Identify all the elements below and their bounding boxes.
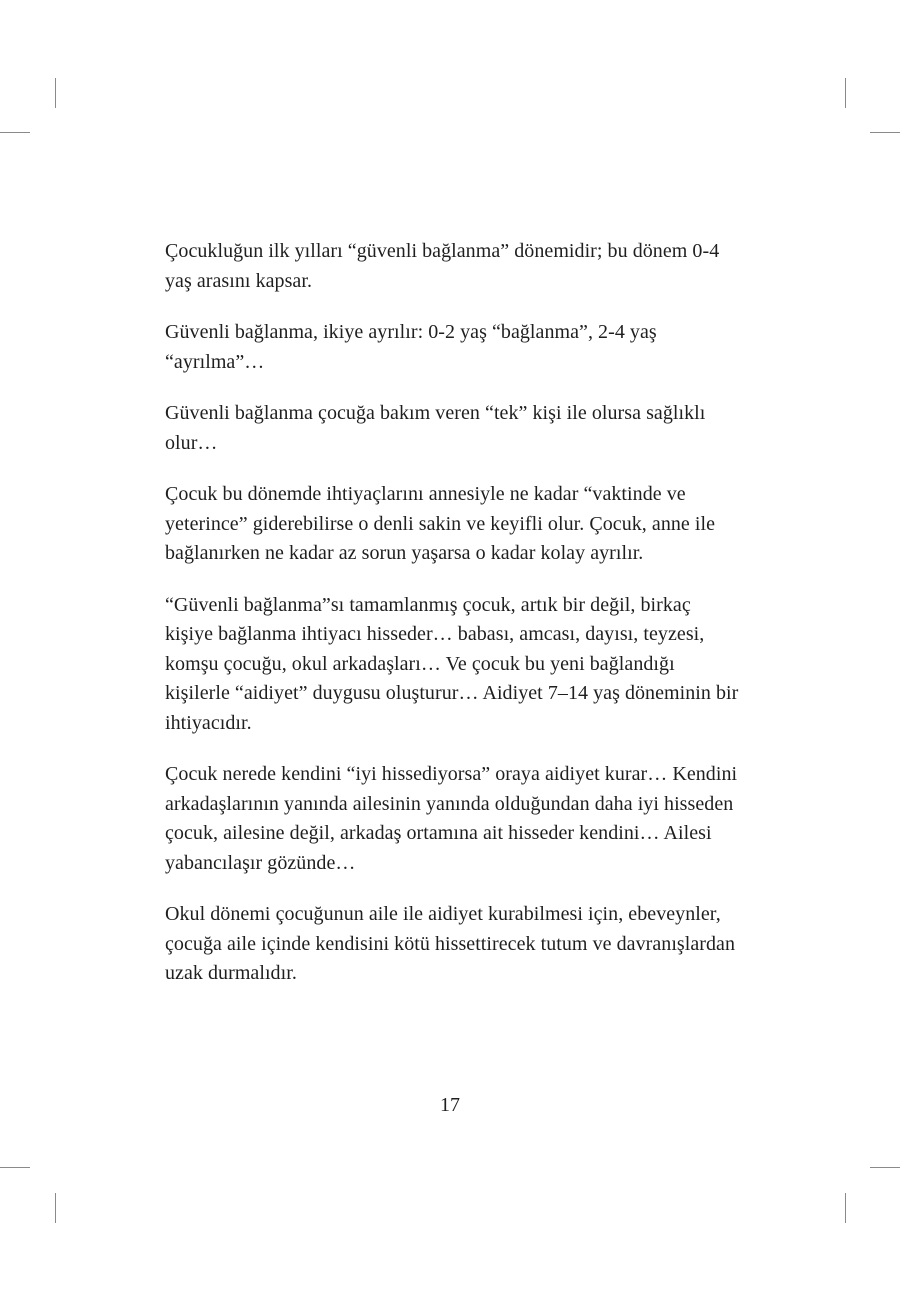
crop-mark-bottom-left-vertical (55, 1193, 56, 1223)
paragraph: Çocuk bu dönemde ihtiyaçlarını annesiyle ne kadar “vaktinde ve yeterince” giderebilirse o denli sakin ve keyifli olur. Çocuk, anne ile bağlanırken ne kadar az sorun yaşarsa o kadar kolay ayrılır. (165, 483, 716, 564)
paragraph: Güvenli bağlanma, ikiye ayrılır: 0-2 yaş “bağlanma”, 2-4 yaş “ayrılma”… (165, 321, 657, 373)
paragraph: Güvenli bağlanma çocuğa bakım veren “tek” kişi ile olursa sağlıklı olur… (165, 402, 706, 454)
paragraph: “Güvenli bağlanma”sı tamamlanmış çocuk, artık bir değil, birkaç kişiye bağlanma ihtiyacı hisseder… babası, amcası, dayısı, teyzesi, komşu çocuğu, okul arkadaşları… Ve çocuk bu yeni bağlandığı kişilerle “aidiyet” duygusu oluşturur… Aidiyet 7–14 yaş döneminin bir ihtiyacıdır. (165, 593, 739, 734)
crop-mark-bottom-right-vertical (845, 1193, 846, 1223)
page-number: 17 (440, 1094, 460, 1116)
paragraph: Çocukluğun ilk yılları “güvenli bağlanma” dönemidir; bu dönem 0-4 yaş arasını kapsar. (165, 240, 720, 292)
crop-mark-top-right-horizontal (870, 132, 900, 133)
crop-mark-top-left-horizontal (0, 132, 30, 133)
crop-mark-bottom-left-horizontal (0, 1167, 30, 1168)
crop-mark-bottom-right-horizontal (870, 1167, 900, 1168)
paragraph: Çocuk nerede kendini “iyi hissediyorsa” oraya aidiyet kurar… Kendini arkadaşlarının yanında ailesinin yanında olduğundan daha iyi hisseden çocuk, ailesine değil, arkadaş ortamına ait hisseder kendini… Ailesi yabancılaşır gözünde… (165, 763, 738, 874)
crop-mark-top-right-vertical (845, 78, 846, 108)
crop-mark-top-left-vertical (55, 78, 56, 108)
body-text (165, 237, 740, 1011)
paragraph: Okul dönemi çocuğunun aile ile aidiyet kurabilmesi için, ebeveynler, çocuğa aile içinde kendisini kötü hissettirecek tutum ve davranışlardan uzak durmalıdır. (165, 903, 736, 984)
